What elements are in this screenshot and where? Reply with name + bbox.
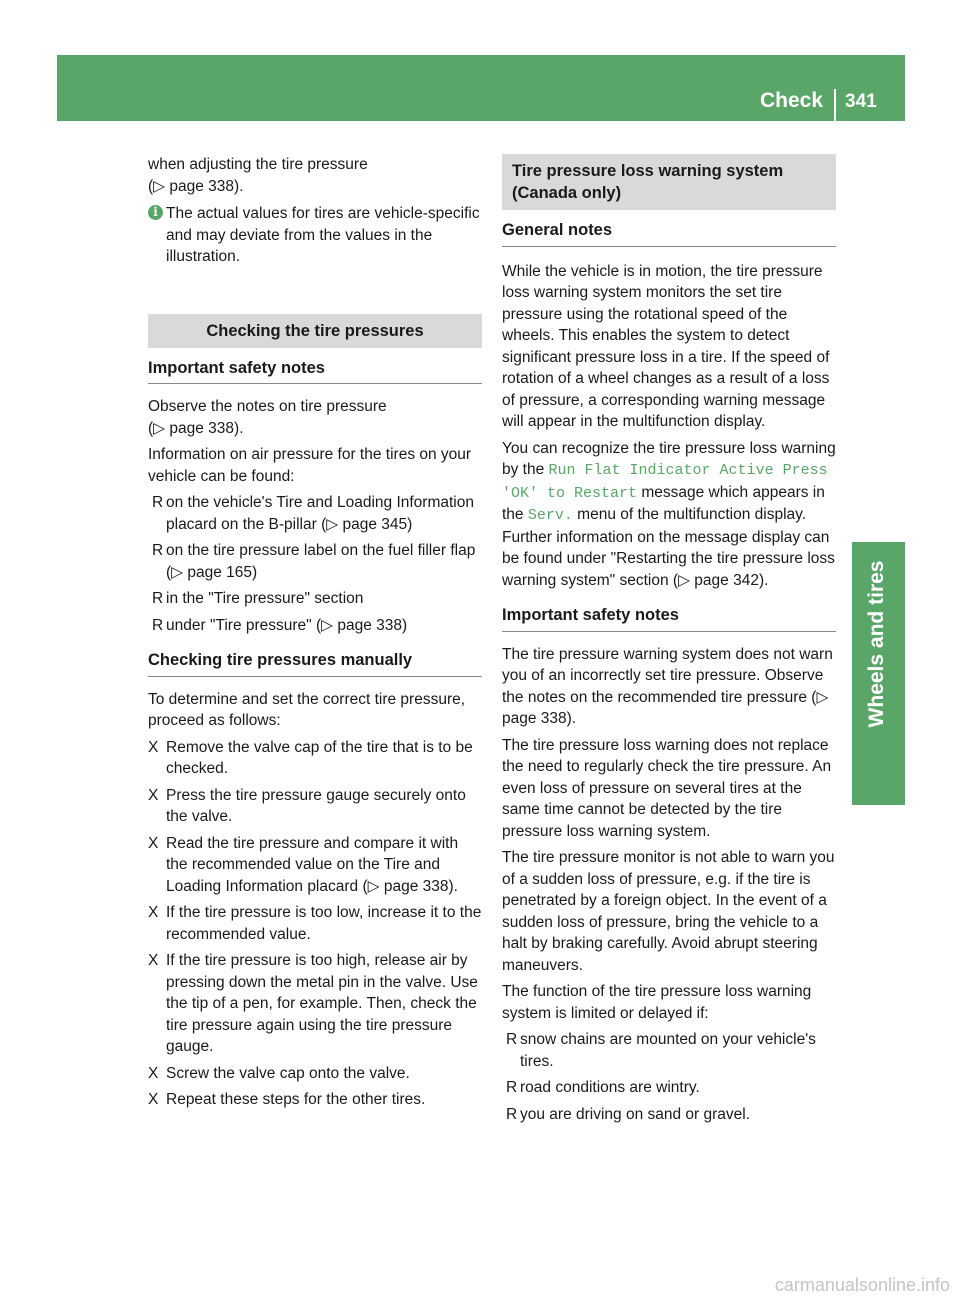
bullet-item: R in the "Tire pressure" section — [148, 588, 482, 610]
watermark: carmanualsonline.info — [774, 1275, 950, 1295]
section-heading: Tire pressure loss warning system (Canada only) — [502, 154, 836, 210]
bullet-marker: R — [506, 1105, 518, 1123]
paragraph: The function of the tire pressure loss warning system is limited or delayed if: — [502, 983, 812, 1022]
header-separator — [834, 89, 836, 121]
bullet-item: R road conditions are wintry. — [502, 1077, 836, 1099]
side-tab-label: Wheels and tires — [865, 560, 888, 728]
continued-text: when adjusting the tire pressure (▷ page 338). — [148, 156, 368, 195]
bullet-marker: R — [152, 542, 164, 559]
step-item: X If the tire pressure is too high, release air by pressing down the metal pin in the valve. Use the tip of a pen, for example. Then, check the tire pressure again using the tire pressure gauge. — [148, 952, 478, 1055]
header-bar — [57, 55, 905, 121]
subheading: General notes — [502, 220, 836, 247]
step-marker: X — [148, 738, 159, 756]
info-text: The actual values for tires are vehicle-specific and may deviate from the values in the illustration. — [166, 205, 480, 265]
step-marker: X — [148, 952, 159, 969]
step-marker: X — [148, 1091, 159, 1108]
step-item: X Press the tire pressure gauge securely onto the valve. — [148, 786, 466, 825]
paragraph: To determine and set the correct tire pressure, proceed as follows: — [148, 690, 466, 729]
header-title: Check — [759, 89, 823, 112]
step-item: X Screw the valve cap onto the valve. — [148, 1063, 482, 1085]
bullet-item: R under "Tire pressure" (▷ page 338) — [148, 615, 482, 637]
paragraph: The tire pressure loss warning does not replace the need to regularly check the tire pressure. An even loss of pressure on several tires at the same time cannot be detected by the tire pressure loss warning system. — [502, 736, 832, 840]
step-marker: X — [148, 786, 159, 804]
bullet-item: R you are driving on sand or gravel. — [502, 1104, 836, 1126]
info-icon: i — [148, 205, 163, 220]
subheading: Important safety notes — [502, 605, 836, 632]
step-item: X Read the tire pressure and compare it with the recommended value on the Tire and Loading Information placard (▷ page 338). — [148, 834, 459, 895]
info-note — [148, 203, 482, 268]
paragraph: Information on air pressure for the tires on your vehicle can be found: — [148, 446, 472, 485]
left-column — [148, 154, 482, 1116]
bullet-marker: R — [506, 1079, 518, 1096]
menu-name: Serv. — [527, 507, 573, 524]
step-marker: X — [148, 904, 159, 921]
page-number: 341 — [845, 91, 877, 112]
side-tab — [852, 542, 905, 752]
step-marker: X — [148, 1064, 159, 1082]
bullet-marker: R — [506, 1031, 518, 1048]
right-column — [502, 154, 836, 1130]
subheading: Checking tire pressures manually — [148, 650, 482, 677]
paragraph: While the vehicle is in motion, the tire pressure loss warning system monitors the set tire pressure using the rotational speed of the wheels. This enables the system to detect significant pressure loss in a tire. If the speed of rotation of a wheel changes as a result of a loss of pressure, a corresponding warning message will appear in the multifunction display. — [502, 262, 830, 430]
paragraph: Observe the notes on tire pressure (▷ page 338). — [148, 398, 387, 437]
paragraph: The tire pressure warning system does not warn you of an incorrectly set tire pressure. Observe the notes on the recommended tire pressure (▷ page 338). — [502, 645, 833, 727]
step-item: X If the tire pressure is too low, increase it to the recommended value. — [148, 904, 482, 943]
paragraph: The tire pressure monitor is not able to warn you of a sudden loss of pressure, e.g. if the tire is penetrated by a foreign object. In the event of a sudden loss of pressure, bring the vehicle to a halt by braking carefully. Avoid abrupt steering maneuvers. — [502, 849, 835, 974]
step-item: X Repeat these steps for the other tires. — [148, 1089, 482, 1111]
bullet-marker: R — [152, 616, 164, 634]
side-tab-square — [852, 733, 905, 805]
bullet-marker: R — [152, 590, 164, 607]
step-marker: X — [148, 834, 159, 852]
bullet-item: R on the tire pressure label on the fuel filler flap (▷ page 165) — [152, 542, 476, 581]
bullet-item: R on the vehicle's Tire and Loading Information placard on the B-pillar (▷ page 345) — [152, 494, 474, 533]
paragraph: You can recognize the tire pressure loss warning by the Run Flat Indicator Active Press 'OK' to Restart message which appears in the Serv. menu of the multifunction display. Further information on the message display can be found under "Restarting the tire pressure loss warning system" section (▷ page 342). — [502, 439, 836, 589]
bullet-marker: R — [152, 494, 164, 511]
display-message: Run Flat Indicator Active Press 'OK' to Restart — [502, 462, 828, 502]
bullet-item: R snow chains are mounted on your vehicle's tires. — [506, 1031, 816, 1070]
subheading: Important safety notes — [148, 358, 482, 385]
section-heading: Checking the tire pressures — [148, 314, 482, 348]
step-item: X Remove the valve cap of the tire that is to be checked. — [148, 738, 473, 777]
